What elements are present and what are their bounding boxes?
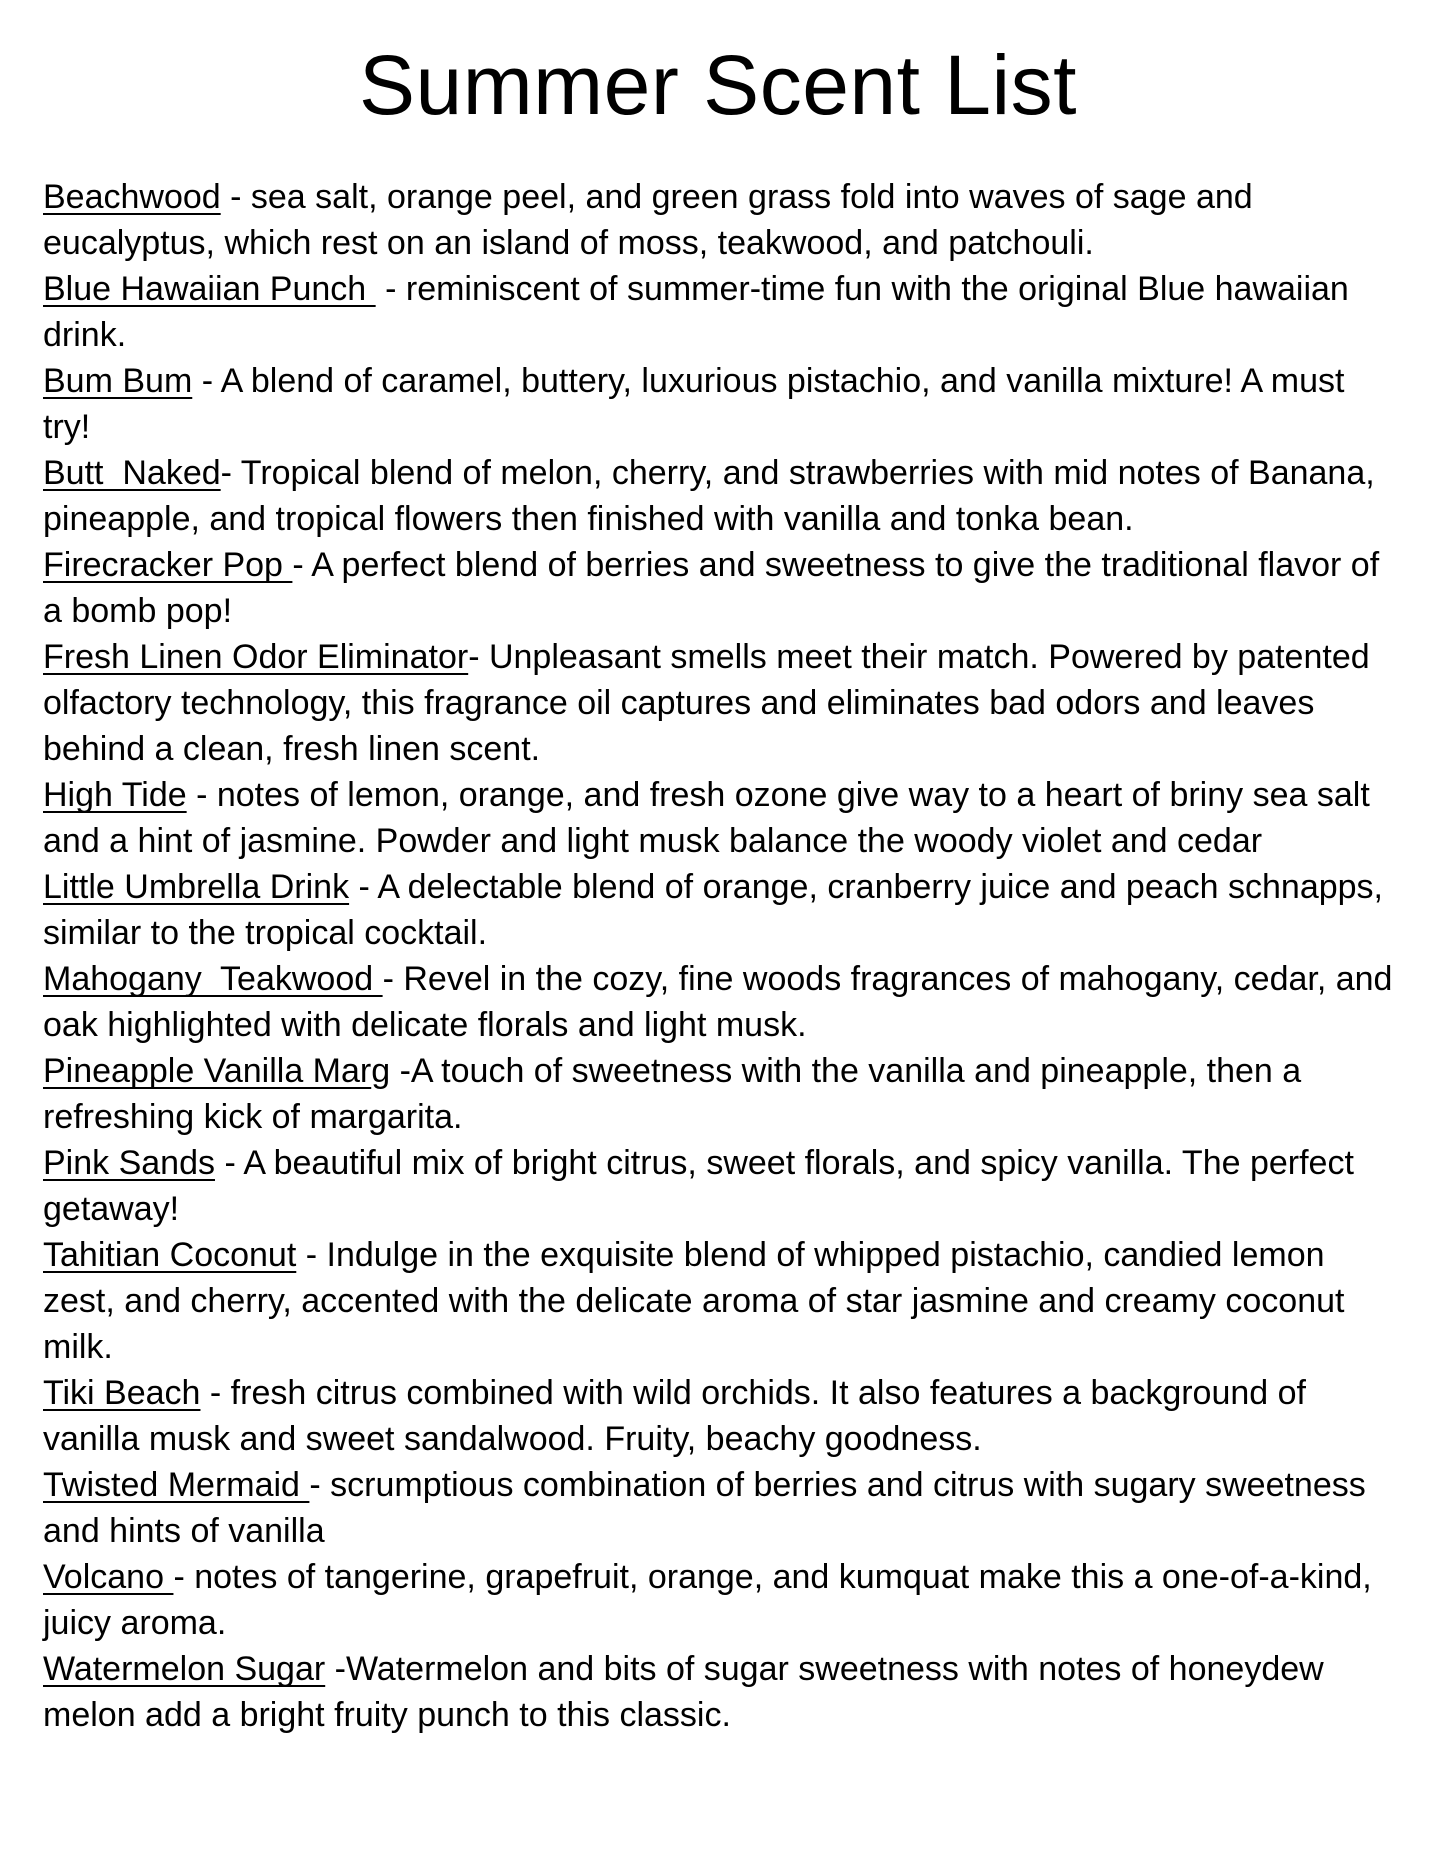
scent-entry	[43, 956, 1402, 1048]
scent-entry	[43, 1048, 1393, 1140]
page-title: Summer Scent List	[358, 38, 1078, 132]
scent-entry	[43, 358, 1393, 450]
scent-list	[43, 174, 1402, 1738]
scent-description: - scrumptious combination of berries and citrus with sugary sweetness and hints of vanilla	[43, 1466, 1376, 1551]
scent-name: Bum Bum	[43, 362, 193, 401]
scent-name: Beachwood	[43, 178, 221, 217]
scent-description: - notes of lemon, orange, and fresh ozone give way to a heart of briny sea salt and a hint of jasmine. Powder and light musk balance the woody violet and cedar	[43, 776, 1380, 861]
scent-name: Pineapple Vanilla Mar	[43, 1052, 372, 1091]
scent-description: - reminiscent of summer-time fun with the original Blue hawaiian drink.	[43, 270, 1359, 355]
scent-name: Tiki Beach	[43, 1374, 201, 1413]
scent-description: - A beautiful mix of bright citrus, sweet florals, and spicy vanilla. The perfect getaway!	[43, 1144, 1364, 1229]
scent-description: - notes of tangerine, grapefruit, orange, and kumquat make this a one-of-a-kind, juicy aroma.	[43, 1558, 1382, 1643]
scent-name: Volcano	[43, 1558, 174, 1597]
scent-name: Watermelon Sugar	[43, 1650, 326, 1689]
scent-entry	[43, 542, 1393, 634]
scent-description: -A touch of sweetness with the vanilla and pineapple, then a refreshing kick of margarita.	[43, 1052, 1311, 1137]
scent-description: -Watermelon and bits of sugar sweetness with notes of honeydew melon add a bright fruity punch to this classic.	[43, 1650, 1334, 1735]
scent-name: Pink Sands	[43, 1144, 215, 1183]
scent-description: - Indulge in the exquisite blend of whipped pistachio, candied lemon zest, and cherry, accented with the delicate aroma of star jasmine and creamy coconut milk.	[43, 1236, 1354, 1367]
scent-entry	[43, 634, 1393, 772]
scent-description: - Revel in the cozy, fine woods fragrances of mahogany, cedar, and oak highlighted with delicate florals and light musk.	[43, 960, 1402, 1045]
scent-entry	[43, 864, 1393, 956]
scent-name: Blue Hawaiian Punch	[43, 270, 376, 309]
scent-description: - Unpleasant smells meet their match. Powered by patented olfactory technology, this fragrance oil captures and eliminates bad odors and leaves behind a clean, fresh linen scent.	[43, 638, 1380, 769]
scent-entry	[43, 1370, 1393, 1462]
scent-entry	[43, 1646, 1393, 1738]
scent-name: Tahitian Coconut	[43, 1236, 297, 1275]
scent-name: Twisted Mermaid	[43, 1466, 310, 1505]
scent-description: - fresh citrus combined with wild orchids. It also features a background of vanilla musk and sweet sandalwood. Fruity, beachy goodness.	[43, 1374, 1316, 1459]
scent-entry	[43, 266, 1393, 358]
scent-name: Mahogany Teakwood	[43, 960, 383, 999]
scent-entry	[43, 1554, 1393, 1646]
scent-name-plain: g	[371, 1052, 391, 1091]
scent-name: High Tide	[43, 776, 187, 815]
scent-description: - A perfect blend of berries and sweetness to give the traditional flavor of a bomb pop!	[43, 546, 1389, 631]
scent-entry	[43, 772, 1393, 864]
scent-entry	[43, 1232, 1393, 1370]
scent-name: Butt Naked	[43, 454, 221, 493]
scent-entry	[43, 1140, 1393, 1232]
scent-name: Little Umbrella Drink	[43, 868, 350, 907]
scent-description: - sea salt, orange peel, and green grass fold into waves of sage and eucalyptus, which rest on an island of moss, teakwood, and patchouli.	[43, 178, 1263, 263]
scent-name: Firecracker Pop	[43, 546, 293, 585]
scent-entry	[43, 1462, 1393, 1554]
scent-description: - Tropical blend of melon, cherry, and strawberries with mid notes of Banana, pineapple, and tropical flowers then finished with vanilla and tonka bean.	[43, 454, 1385, 539]
scent-description: - A delectable blend of orange, cranberry juice and peach schnapps, similar to the tropical cocktail.	[43, 868, 1393, 953]
scent-name: Fresh Linen Odor Eliminator	[43, 638, 469, 677]
scent-entry	[43, 174, 1393, 266]
scent-description: - A blend of caramel, buttery, luxurious pistachio, and vanilla mixture! A must try!	[43, 362, 1354, 447]
scent-entry	[43, 450, 1393, 542]
